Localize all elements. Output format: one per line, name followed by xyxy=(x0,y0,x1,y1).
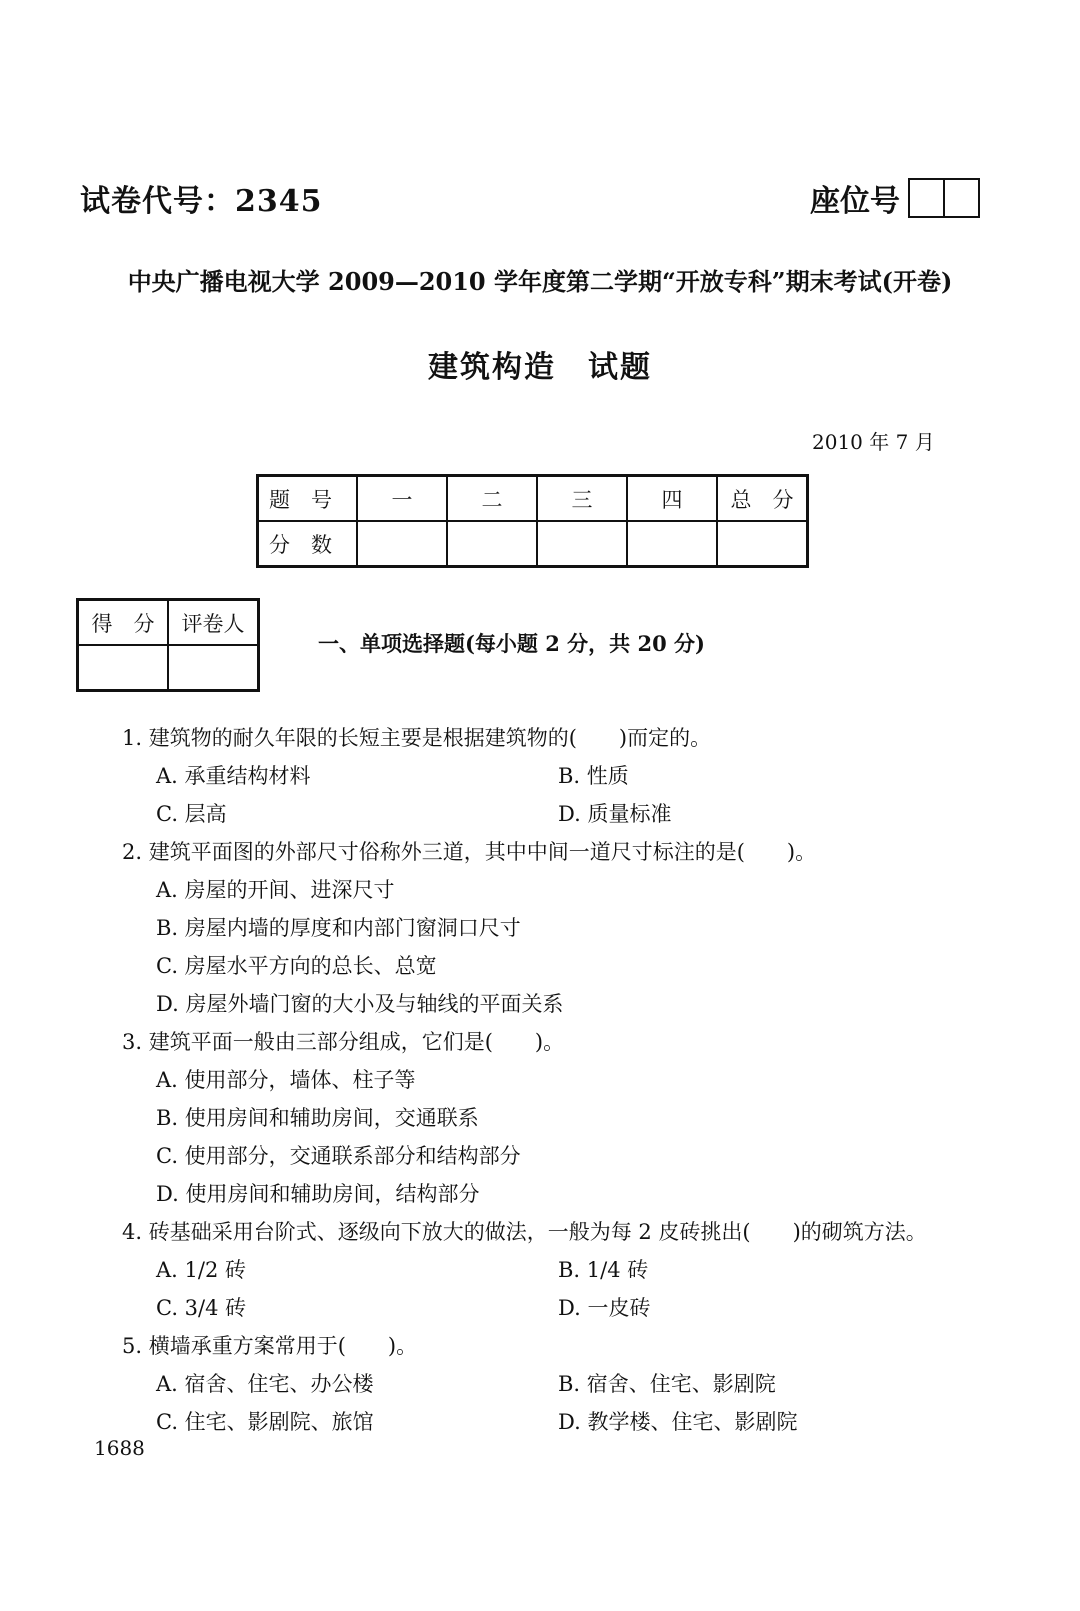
score-entry-cell[interactable] xyxy=(717,521,808,567)
question-option: D. 使用房间和辅助房间，结构部分 xyxy=(156,1182,480,1206)
score-table-score-row xyxy=(258,521,808,567)
grader-score-entry[interactable] xyxy=(78,645,169,691)
page-number: 1688 xyxy=(94,1436,145,1460)
question-option: C. 使用部分，交通联系部分和结构部分 xyxy=(156,1144,521,1168)
score-table-cell: 二 xyxy=(447,476,537,522)
question-option: D. 教学楼、住宅、影剧院 xyxy=(558,1410,798,1434)
score-table-cell: 四 xyxy=(627,476,717,522)
score-table-cell: 三 xyxy=(537,476,627,522)
score-entry-cell[interactable] xyxy=(357,521,447,567)
grader-table xyxy=(76,598,260,692)
score-entry-cell[interactable] xyxy=(537,521,627,567)
question-option: B. 房屋内墙的厚度和内部门窗洞口尺寸 xyxy=(156,916,521,940)
score-entry-cell[interactable] xyxy=(447,521,537,567)
question-option: C. 房屋水平方向的总长、总宽 xyxy=(156,954,437,978)
score-table xyxy=(256,474,809,568)
question-option: C. 层高 xyxy=(156,802,227,826)
question-option: B. 1/4 砖 xyxy=(558,1258,649,1282)
seat-label: 座位号 xyxy=(810,184,900,219)
question-option: D. 质量标准 xyxy=(558,802,672,826)
question-option: C. 3/4 砖 xyxy=(156,1296,247,1320)
question-option: C. 住宅、影剧院、旅馆 xyxy=(156,1410,374,1434)
question-stem: 5. 横墙承重方案常用于( )。 xyxy=(122,1334,418,1358)
subject-title: 建筑构造 试题 xyxy=(428,350,652,385)
question-stem: 1. 建筑物的耐久年限的长短主要是根据建筑物的( )而定的。 xyxy=(122,726,712,750)
question-stem: 4. 砖基础采用台阶式、逐级向下放大的做法，一般为每 2 皮砖挑出( )的砌筑方法。 xyxy=(122,1220,927,1244)
question-option: B. 使用房间和辅助房间，交通联系 xyxy=(156,1106,479,1130)
question-option: D. 房屋外墙门窗的大小及与轴线的平面关系 xyxy=(156,992,564,1016)
score-table-header-row xyxy=(258,476,808,522)
question-option: A. 使用部分，墙体、柱子等 xyxy=(156,1068,416,1092)
score-entry-cell[interactable] xyxy=(627,521,717,567)
question-option: A. 1/2 砖 xyxy=(156,1258,246,1282)
score-table-cell: 分 数 xyxy=(258,521,358,567)
question-stem: 2. 建筑平面图的外部尺寸俗称外三道，其中中间一道尺寸标注的是( )。 xyxy=(122,840,817,864)
question-option: A. 宿舍、住宅、办公楼 xyxy=(156,1372,374,1396)
grader-table-grader-label: 评卷人 xyxy=(168,600,259,646)
paper-code: 试卷代号：2345 xyxy=(80,184,323,219)
seat-number-boxes[interactable] xyxy=(908,178,980,218)
question-option: A. 承重结构材料 xyxy=(156,764,311,788)
exam-title: 中央广播电视大学 2009—2010 学年度第二学期“开放专科”期末考试(开卷) xyxy=(127,267,953,296)
question-option: D. 一皮砖 xyxy=(558,1296,651,1320)
score-table-cell: 题 号 xyxy=(258,476,358,522)
question-option: B. 宿舍、住宅、影剧院 xyxy=(558,1372,776,1396)
question-stem: 3. 建筑平面一般由三部分组成，它们是( )。 xyxy=(122,1030,565,1054)
score-table-cell: 一 xyxy=(357,476,447,522)
grader-name-entry[interactable] xyxy=(168,645,259,691)
exam-date: 2010 年 7 月 xyxy=(812,430,935,454)
question-option: A. 房屋的开间、进深尺寸 xyxy=(156,878,395,902)
section-title: 一、单项选择题(每小题 2 分，共 20 分) xyxy=(318,631,705,656)
question-option: B. 性质 xyxy=(558,764,629,788)
grader-table-score-label: 得 分 xyxy=(78,600,169,646)
score-table-cell: 总 分 xyxy=(717,476,808,522)
